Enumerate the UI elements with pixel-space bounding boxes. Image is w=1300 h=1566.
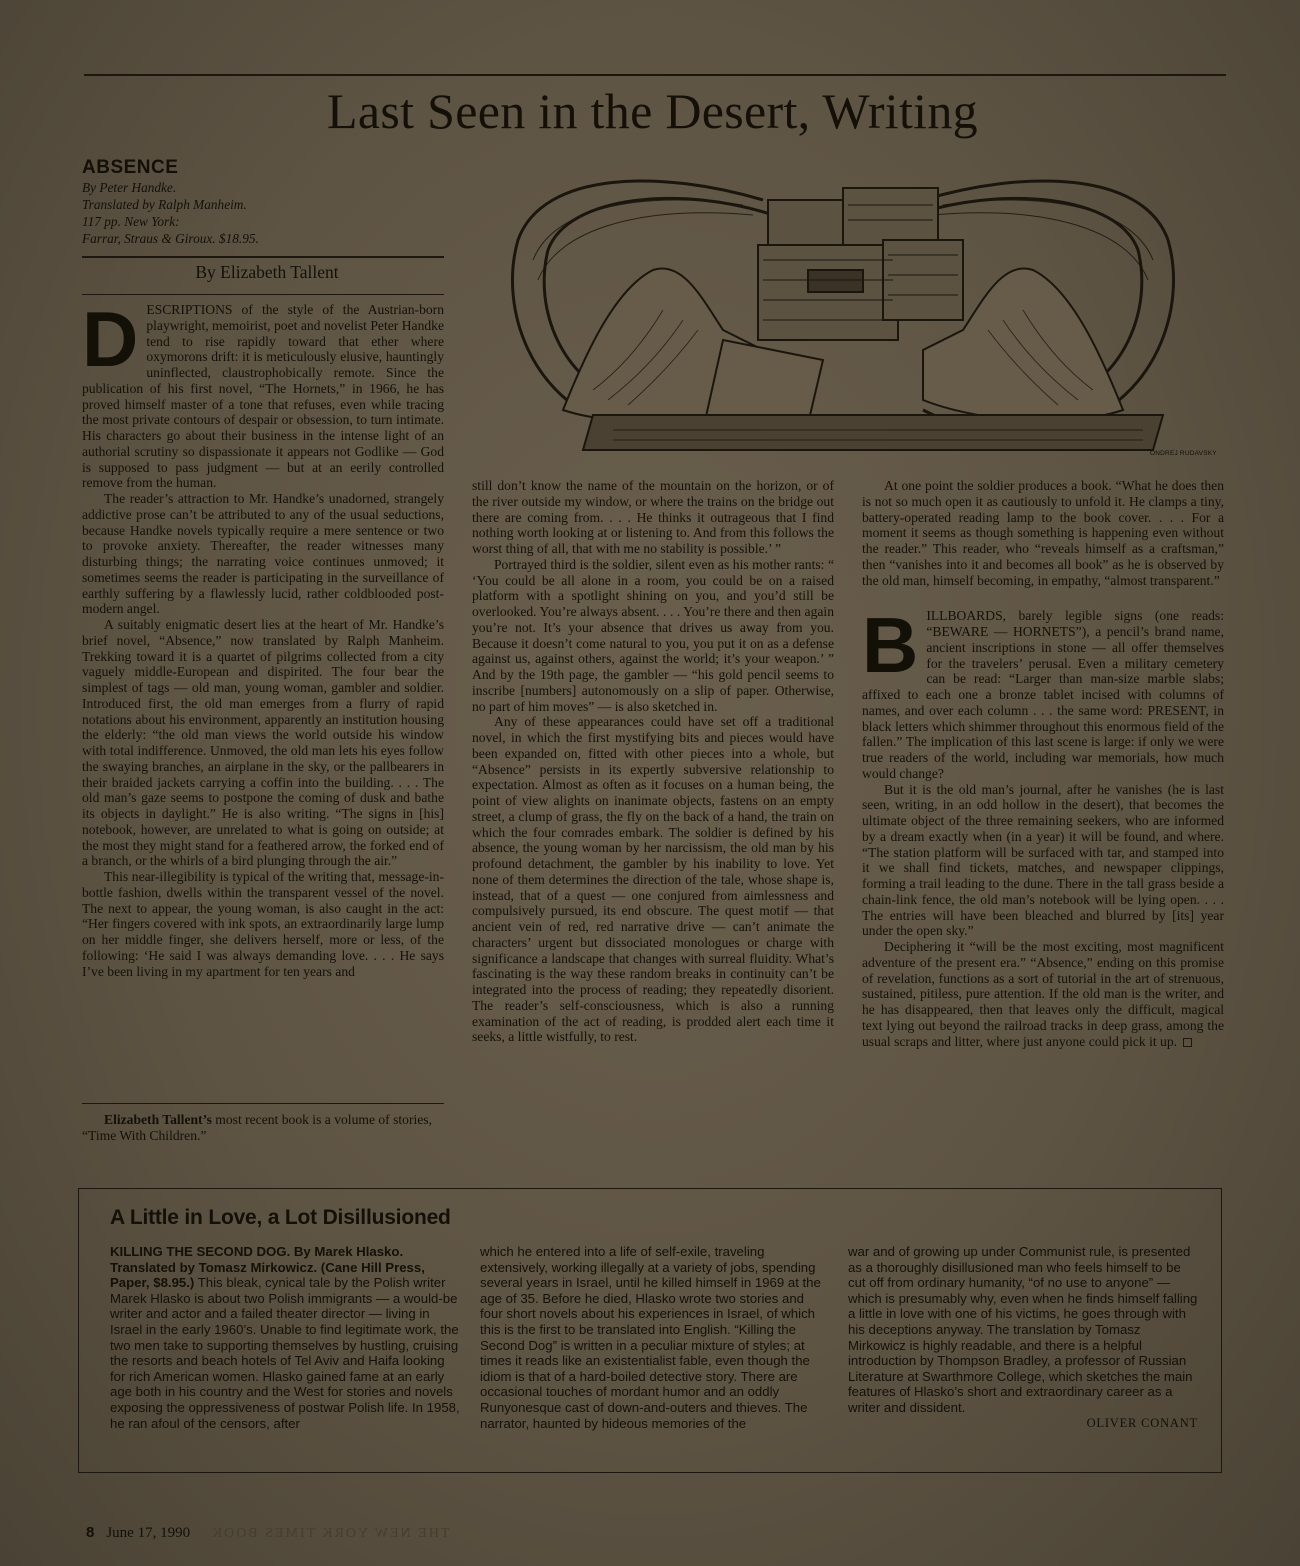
paragraph: still don’t know the name of the mountain on the horizon, or of the river outside my window, or where the trains on the bridge out there are coming from. . . . He thinks it outrageous that I find nothing worth looking at or listening to. And from this follows the worst thing of all, that with me no stability is possible.’ ” bbox=[472, 478, 834, 556]
drop-cap: D bbox=[82, 295, 139, 383]
sidebar-headline: A Little in Love, a Lot Disillusioned bbox=[110, 1206, 451, 1229]
paragraph: The reader’s attraction to Mr. Handke’s unadorned, strangely addictive prose can’t be attributed to any of the usual seductions, because Handke novels typically require a mere sentence or two to provoke anxiety. Thereafter, the reader witnesses many disturbing things; the narrating voice continues unmoved; it sometimes seems the reader is participating in the surveillance of earthly suffering by a flawlessly lucid, rather coldblooded post-modern angel. bbox=[82, 491, 444, 617]
paragraph: Any of these appearances could have set off a traditional novel, in which the first mystifying bits and pieces would have been expanded on, fitted with other pieces into a whole, but “Absence” persists in its expertly subversive relationship to expectation. Almost as often as it focuses on a human being, the point of view alights on inanimate objects, fastens on an empty street, a clump of grass, the fly on the back of a hand, the train on which the four comrades embark. The soldier is defined by his absence, the young woman by her narcissism, the old man by his profound detachment, the gambler by his inability to love. Yet none of them determines the direction of the tale, whose shape is, instead, that of a quest — one conjured from aimlessness and compulsively pursued, its end obscure. The quest motif — that ancient vein of red, red narrative drive — can’t animate the characters’ urgent but dissociated monologues or charge with significance a landscape that changes with surreal fluidity. What’s fascinating is the way these random breaks in continuity can’t be integrated into the process of reading; they repeatedly disorient. The reader’s self-consciousness, which is also a running examination of the act of reading, is prodded alert each time it seeks, a little wistfully, to rest. bbox=[472, 714, 834, 1045]
bio-text: most recent book is a volume of stories, “Time With Children.” bbox=[82, 1112, 432, 1143]
book-translator: Translated by Ralph Manheim. bbox=[82, 197, 247, 212]
top-rule bbox=[84, 74, 1226, 76]
illustration bbox=[463, 160, 1223, 460]
paragraph: Deciphering it “will be the most exciting, most magnificent adventure of the present era.” “Absence,” ending on this promise of revelation, functions as a sort of tutorial in the art of strenuous, sustained, pitiless, pure attention. If the old man is the writer, and he has disappeared, then that leaves only the difficult, magical text lying out beyond the railroad tracks in deep grass, among the usual scraps and litter, where just anyone could pick it up. bbox=[862, 939, 1224, 1049]
paragraph: But it is the old man’s journal, after he vanishes (he is last seen, writing, in an odd hollow in the desert), that becomes the ultimate object of the three remaining seekers, who are informed by a dream exactly when (in a year) it will be found, and where. “The station platform will be surfaced with tar, and stamped into it we shall find tickets, matches, and newspaper clippings, forming a trail leading to the dune. There in the tall grass beside a chain-link fence, the old man’s notebook will be lying open. . . . The entries will have been bleached and blurred by [its] year under the open sky.” bbox=[862, 781, 1224, 939]
sidebar-lead: KILLING THE SECOND DOG. By Marek Hlasko. Translated by Tomasz Mirkowicz. (Cane Hill Press, Paper, $8.95.) bbox=[110, 1244, 425, 1291]
paragraph: At one point the soldier produces a book. “What he does then is not so much open it as cautiously to unfold it. He clamps a tiny, battery-operated reading lamp to the book cover. . . . For a moment it seems as though something is happening even without the reader.” This reader, who “reveals himself as a craftsman,” then “vanishes into it and becomes all book” as he is observed by the old man, himself becoming, in empathy, “almost transparent.” bbox=[862, 478, 1224, 588]
book-rule bbox=[82, 256, 444, 258]
sidebar-column-1: KILLING THE SECOND DOG. By Marek Hlasko. Translated by Tomasz Mirkowicz. (Cane Hill Press, Paper, $8.95.) This bleak, cynical tale by the Polish writer Marek Hlasko is about two Polish immigrants — a would-be writer and actor and a failed theater director — living in Israel in the early 1960’s. Unable to find legitimate work, the two men take to supporting themselves by hustling, cruising the resorts and beach hotels of Tel Aviv and Haifa looking for rich American women. Hlasko gained fame at an early age both in his country and the West for stories and novels exposing the oppressiveness of postwar Polish life. In 1958, he ran afoul of the censors, after bbox=[110, 1244, 460, 1431]
drop-cap: B bbox=[862, 601, 919, 690]
page-number: 8 bbox=[86, 1524, 95, 1541]
author-bio bbox=[82, 1112, 444, 1144]
book-title: ABSENCE bbox=[82, 157, 179, 178]
article-column-1 bbox=[82, 295, 444, 979]
sidebar-column-2: which he entered into a life of self-exile, traveling extensively, working illegally at a variety of jobs, spending several years in Israel, until he killed himself in 1969 at the age of 35. Before he died, Hlasko wrote two stories and four short novels about his experiences in Israel, of which this is the first to be translated into English. “Killing the Second Dog” is written in a peculiar mixture of styles; at times it reads like an existentialist fable, even though the idiom is that of a hard-boiled detective story. There are occasional touches of mordant humor and an oddly Runyonesque cast of down-and-outers and thieves. The narrator, haunted by hideous memories of the bbox=[480, 1244, 821, 1431]
book-publisher: Farrar, Straus & Giroux. $18.95. bbox=[82, 231, 259, 246]
book-author: By Peter Handke. bbox=[82, 180, 177, 195]
book-info bbox=[82, 157, 452, 247]
headline: Last Seen in the Desert, Writing bbox=[327, 83, 978, 139]
folio bbox=[86, 1524, 190, 1542]
paragraph: DESCRIPTIONS of the style of the Austrian-born playwright, memoirist, poet and novelist Peter Handke tend to rise rapidly toward that ether where oxymorons drift: it is meticulously elusive, hauntingly uninflected, claustrophobically remote. Since the publication of his first novel, “The Hornets,” in 1966, he has proved himself master of a tone that refuses, even while tracing the most private contours of despair or obsession, to turn intimate. His characters go about their business in the intense light of an authorial scrutiny so dispassionate it appears not Godlike — God is supposed to pass judgment — but at an eerily controlled remove from the human. bbox=[82, 295, 444, 491]
book-pages: 117 pp. New York: bbox=[82, 214, 180, 229]
illustration-credit: ONDREJ RUDAVSKY bbox=[1150, 450, 1217, 457]
paragraph: This near-illegibility is typical of the writing that, message-in-bottle fashion, dwells within the transparent vessel of the novel. The next to appear, the young woman, is also caught in the act: “Her fingers covered with ink spots, an extraordinarily large lump on her middle finger, she delivers herself, more or less, of the following: ‘He said I was always demanding love. . . . He says I’ve been living in my apartment for ten years and bbox=[82, 869, 444, 979]
paragraph: Portrayed third is the soldier, silent even as his mother rants: “ ‘You could be all alone in a room, you could be on a raised platform with a spotlight shining on you, and you’d still be overlooked. You’re always absent. . . . You’re there and then again you’re not. It’s your absence that drives us away from you. Because it doesn’t come natural to you, you put it on as a defense against us, against others, against the world; it’s your weapon.’ ” And by the 19th page, the gambler — “his gold pencil seems to inscribe [numbers] autonomously on a slip of paper. Otherwise, no part of him moves” — is also sketched in. bbox=[472, 556, 834, 714]
bleed-through-text: THE NEW YORK TIMES BOOK bbox=[210, 1526, 450, 1541]
paragraph: BILLBOARDS, barely legible signs (one reads: “BEWARE — HORNETS”), a pencil’s brand name, ancient inscriptions in stone — all offer themselves for the travelers’ perusal. Even a military cemetery can be read: “Larger than man-size marble slabs; affixed to each one a bronze tablet incised with columns of names, and over each column . . . the same word: PRESENT, in black letters which shimmer throughout this enormous field of the fallen.” The implication of this last scene is large: if only we were true readers of the world, including war memorials, how much would change? bbox=[862, 601, 1224, 781]
sidebar-column-3: war and of growing up under Communist rule, is presented as a thoroughly disillusioned man who feels himself to be cut off from ordinary humanity, “of no use to anyone” — which is presumably why, even when he finds himself falling a little in love with one of his victims, he goes through with his deceptions anyway. The translation by Tomasz Mirkowicz is highly readable, and there is a helpful introduction by Thompson Bradley, a professor of Russian Literature at Swarthmore College, which sketches the main features of Hlasko’s short and extraordinary career as a writer and dissident. OLIVER CONANT bbox=[848, 1244, 1198, 1430]
paragraph: A suitably enigmatic desert lies at the heart of Mr. Handke’s brief novel, “Absence,” now translated by Ralph Manheim. Trekking toward it is a quartet of pilgrims collected from a city vaguely middle-European and dispirited. The four bear the simplest of tags — old man, young woman, gambler and soldier. Introduced first, the old man emerges from a flurry of rapid notations about his environment, apparently an institution housing the elderly: “the old man views the world outside his window with total indifference. Unmoved, the old man lets his eyes follow the swaying branches, an airplane in the sky, or the pallbearers in their braided jackets carrying a coffin into the building. . . . The old man’s gaze seems to postpone the coming of dusk and bathe its objects in daylight.” He is also writing. “The signs in [his] notebook, however, are unrelated to what is going on outside; at the most they might stand for a feathered arrow, the forked end of a branch, or the whirls of a bird plunging through the air.” bbox=[82, 617, 444, 869]
article-column-2 bbox=[472, 478, 834, 1045]
article-column-3 bbox=[862, 478, 1224, 1049]
issue-date: June 17, 1990 bbox=[106, 1525, 191, 1541]
bio-name: Elizabeth Tallent’s bbox=[104, 1112, 212, 1127]
end-mark-icon bbox=[1183, 1038, 1192, 1047]
byline: By Elizabeth Tallent bbox=[195, 262, 339, 282]
sidebar-signoff: OLIVER CONANT bbox=[1086, 1415, 1198, 1430]
bio-rule bbox=[82, 1103, 444, 1104]
